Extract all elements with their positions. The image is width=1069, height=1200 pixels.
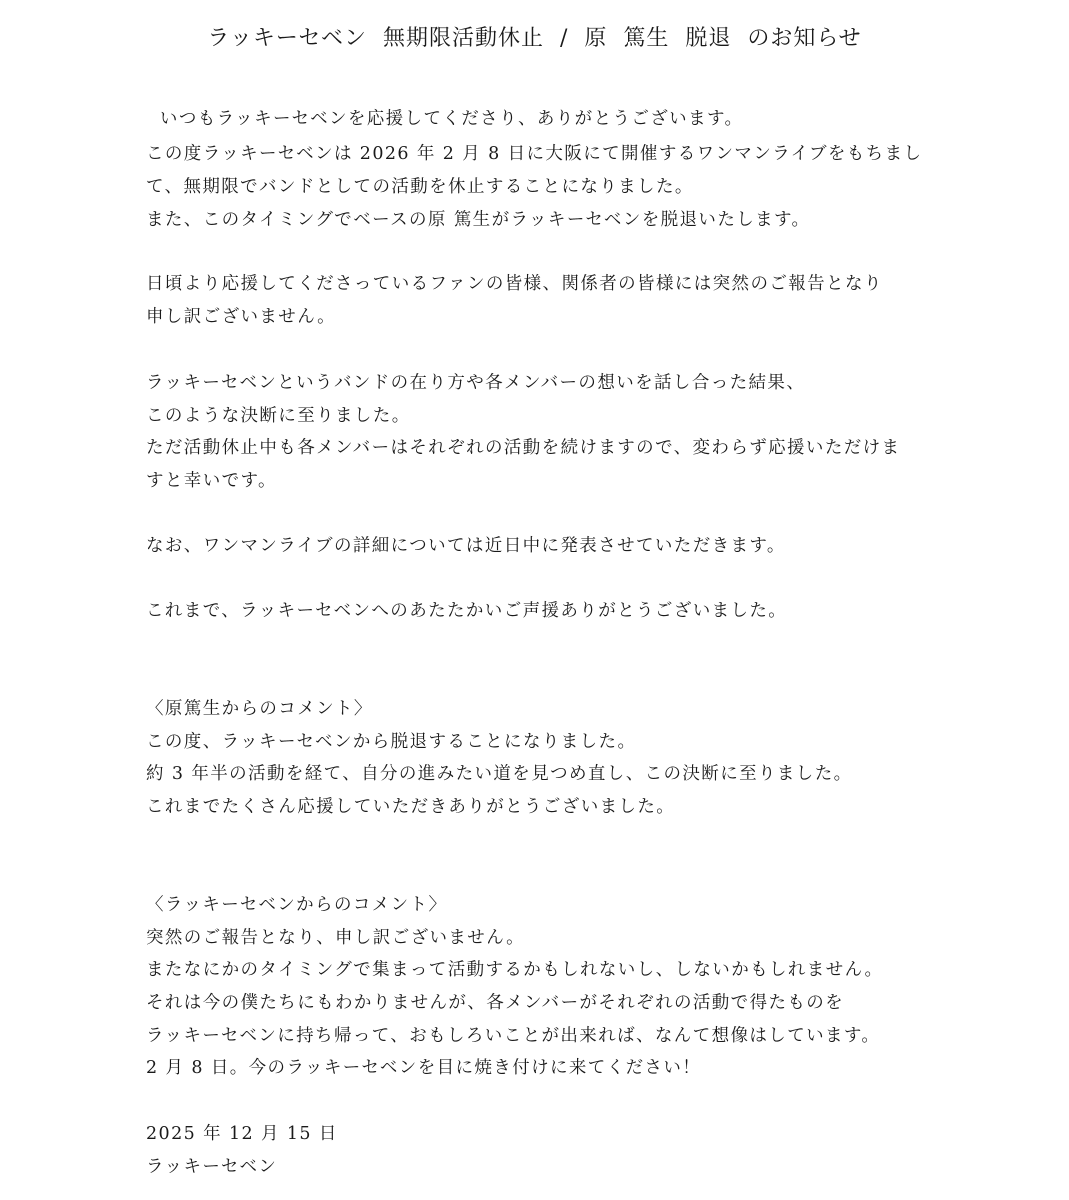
apology-line: 申し訳ございません。 (146, 307, 337, 327)
hara-comment-line: この度、ラッキーセベンから脱退することになりました。 (146, 732, 637, 752)
hara-comment-line: これまでたくさん応援していただきありがとうございました。 (146, 797, 676, 817)
decision-line: ただ活動休止中も各メンバーはそれぞれの活動を続けますので、変わらず応援いただけま (146, 438, 901, 458)
thanks-line: これまで、ラッキーセベンへのあたたかいご声援ありがとうございました。 (146, 601, 788, 621)
decision-line: ラッキーセベンというバンドの在り方や各メンバーの想いを話し合った結果、 (146, 373, 806, 393)
band-comment-line: またなにかのタイミングで集まって活動するかもしれないし、しないかもしれません。 (146, 960, 884, 980)
intro-line: この度ラッキーセベンは 2026 年 2 月 8 日に大阪にて開催するワンマンライブをもちまし (146, 144, 923, 164)
intro-line: いつもラッキーセベンを応援してくださり、ありがとうございます。 (146, 109, 744, 129)
band-comment-line: それは今の僕たちにもわかりませんが、各メンバーがそれぞれの活動で得たものを (146, 993, 845, 1013)
footer-date: 2025 年 12 月 15 日 (146, 1124, 338, 1144)
live-notice: なお、ワンマンライブの詳細については近日中に発表させていただきます。 (146, 536, 786, 556)
apology-line: 日頃より応援してくださっているファンの皆様、関係者の皆様には突然のご報告となり (146, 274, 883, 294)
band-comment-heading: 〈ラッキーセベンからのコメント〉 (146, 895, 448, 915)
intro-line: て、無期限でバンドとしての活動を休止することになりました。 (146, 177, 694, 197)
hara-comment-heading: 〈原篤生からのコメント〉 (146, 699, 373, 719)
page-title: ラッキーセベン 無期限活動休止 / 原 篤生 脱退 のお知らせ (207, 26, 862, 51)
band-comment-line: ラッキーセベンに持ち帰って、おもしろいことが出来れば、なんて想像はしています。 (146, 1026, 881, 1046)
hara-comment-line: 約 3 年半の活動を経て、自分の進みたい道を見つめ直し、この決断に至りました。 (146, 764, 853, 784)
decision-line: このような決断に至りました。 (146, 406, 411, 426)
band-comment-line: 2 月 8 日。今のラッキーセベンを目に焼き付けに来てください！ (146, 1058, 702, 1078)
decision-line: すと幸いです。 (146, 471, 277, 491)
band-comment-line: 突然のご報告となり、申し訳ございません。 (146, 928, 526, 948)
intro-line: また、このタイミングでベースの原 篤生がラッキーセベンを脱退いたします。 (146, 210, 811, 230)
footer-signature: ラッキーセベン (146, 1157, 278, 1177)
